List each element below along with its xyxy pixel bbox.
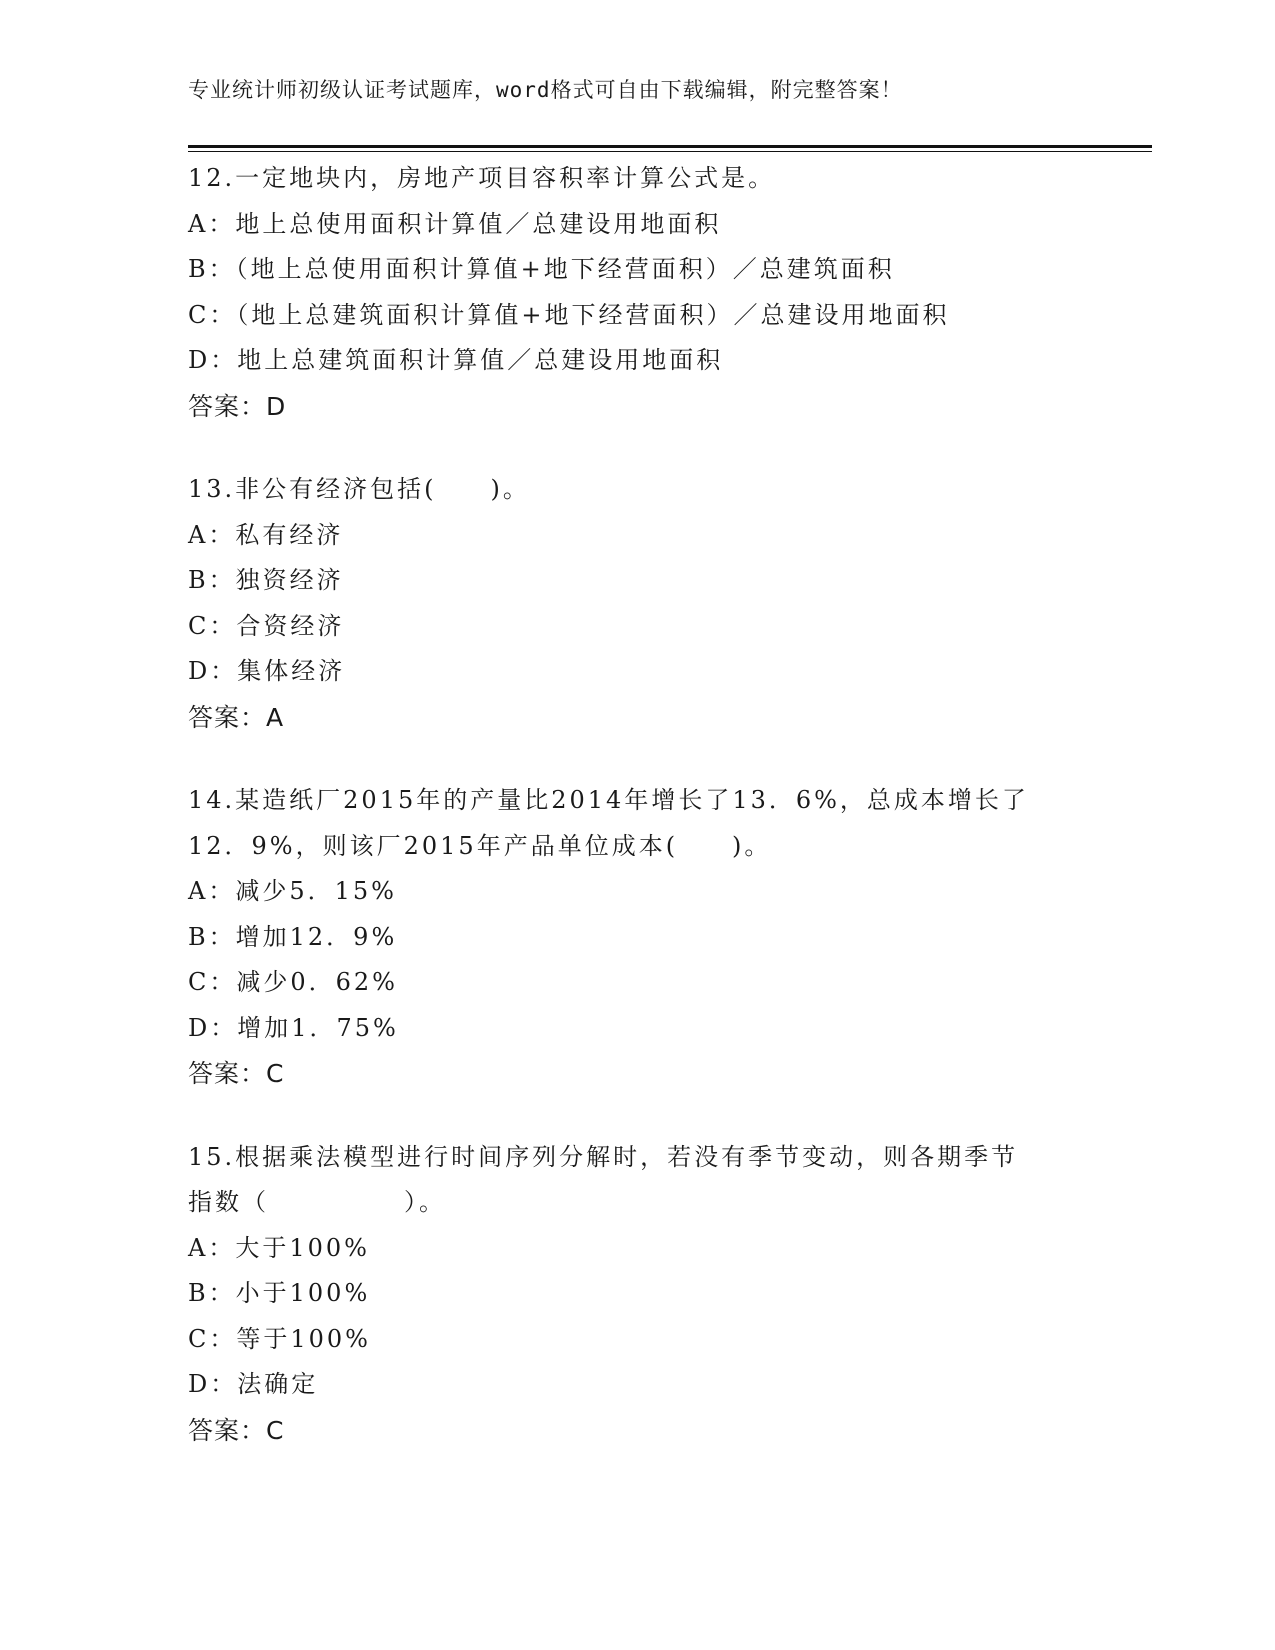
question-12 bbox=[188, 156, 1088, 429]
option-a: A：减少5．15% bbox=[188, 877, 397, 905]
option-d: D：地上总建筑面积计算值／总建设用地面积 bbox=[188, 346, 724, 374]
answer-line: 答案：D bbox=[188, 391, 287, 421]
answer-line: 答案：A bbox=[188, 702, 285, 732]
answer-line: 答案：C bbox=[188, 1059, 285, 1088]
question-stem-line-2: 指数（ ）。 bbox=[188, 1188, 446, 1216]
document-header: 专业统计师初级认证考试题库，word格式可自由下载编辑，附完整答案！ bbox=[188, 78, 903, 102]
question-stem: 12.一定地块内，房地产项目容积率计算公式是。 bbox=[188, 164, 776, 192]
option-b: B：独资经济 bbox=[188, 566, 344, 594]
option-b: B：增加12．9% bbox=[188, 922, 398, 951]
option-a: A：地上总使用面积计算值／总建设用地面积 bbox=[188, 209, 722, 238]
question-15 bbox=[188, 1135, 1088, 1454]
option-c: C：减少0．62% bbox=[188, 968, 398, 996]
option-d: D：集体经济 bbox=[188, 657, 346, 685]
option-c: C：等于100% bbox=[188, 1324, 371, 1353]
question-stem-line-1: 14.某造纸厂2015年的产量比2014年增长了13．6%，总成本增长了 bbox=[188, 786, 1029, 814]
option-b: B：小于100% bbox=[188, 1279, 371, 1307]
header-divider-thick bbox=[188, 145, 1152, 148]
question-list bbox=[188, 156, 1088, 1491]
option-c: C：合资经济 bbox=[188, 611, 345, 640]
answer-line: 答案：C bbox=[188, 1415, 285, 1445]
question-stem-line-1: 15.根据乘法模型进行时间序列分解时，若没有季节变动，则各期季节 bbox=[188, 1142, 1019, 1171]
question-stem-line-2: 12．9%，则该厂2015年产品单位成本( )。 bbox=[188, 831, 772, 860]
option-b: B：（地上总使用面积计算值+地下经营面积）／总建筑面积 bbox=[188, 255, 895, 283]
header-divider-thin bbox=[188, 151, 1152, 152]
question-stem: 13.非公有经济包括( )。 bbox=[188, 475, 530, 503]
option-c: C：（地上总建筑面积计算值+地下经营面积）／总建设用地面积 bbox=[188, 300, 950, 329]
option-d: D：增加1．75% bbox=[188, 1013, 399, 1042]
option-a: A：大于100% bbox=[188, 1233, 370, 1262]
option-d: D：法确定 bbox=[188, 1370, 319, 1398]
option-a: A：私有经济 bbox=[188, 520, 344, 549]
question-14 bbox=[188, 778, 1088, 1097]
question-13 bbox=[188, 467, 1088, 740]
